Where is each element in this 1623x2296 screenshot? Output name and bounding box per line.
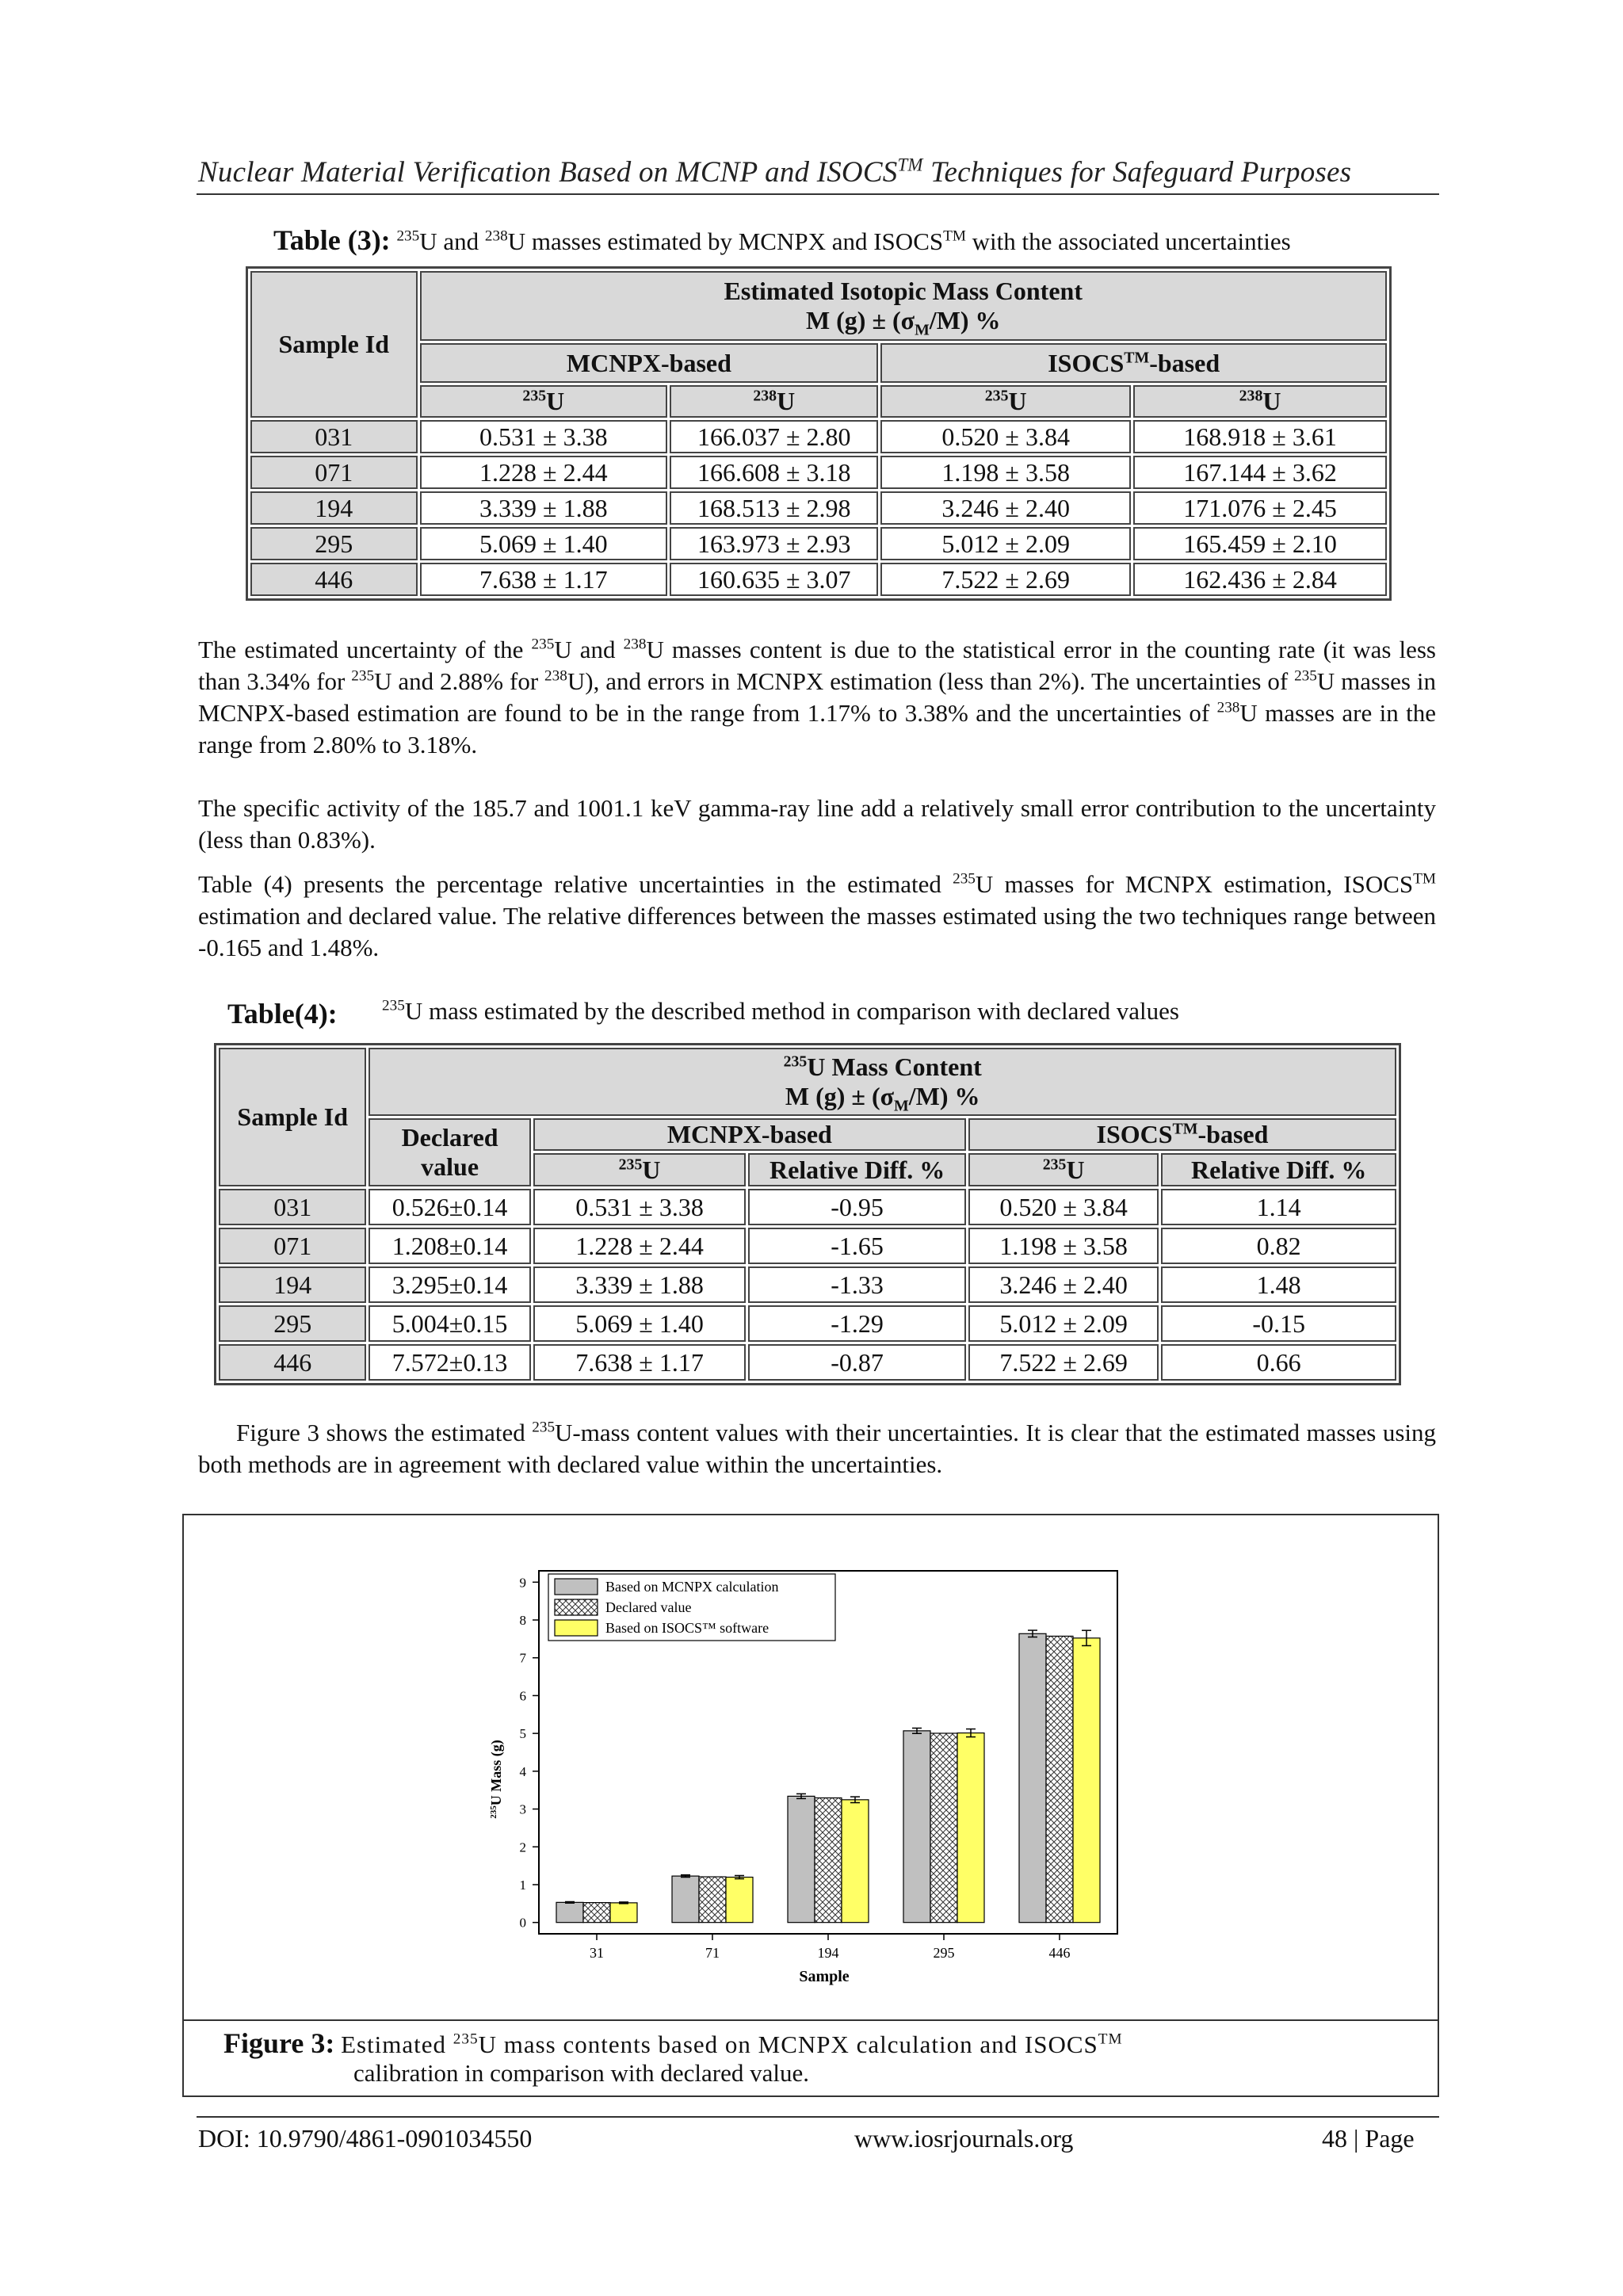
x-tick-label: 31 (590, 1945, 604, 1961)
legend-label: Based on MCNPX calculation (605, 1579, 779, 1595)
group-header: $^{235}$U Mass Content M $(g) \pm (\sigma_M/M)$ % (369, 1048, 1396, 1116)
running-header (198, 155, 1434, 189)
col-sample-id: Sample Id (250, 271, 418, 418)
legend-swatch (555, 1579, 598, 1595)
table-row: 071 1.208±0.14 1.228 ± 2.44 -1.65 1.198 ± 3.58 0.82 (219, 1228, 1396, 1264)
mcnpx-header: MCNPX-based (533, 1118, 966, 1151)
x-tick-label: 194 (817, 1945, 839, 1961)
figure-caption-line2: calibration in comparison with declared value. (353, 2059, 810, 2087)
bar-2-446 (1073, 1638, 1100, 1923)
iso-235-header: $^{235}$U (880, 385, 1131, 418)
iso-238-header: $^{238}$U (670, 385, 878, 418)
bar-1-71 (699, 1877, 726, 1923)
bar-1-194 (815, 1797, 842, 1922)
table3-caption: Table (3): $^{235}$U and $^{238}$U masses estimated by MCNPX and ISOCS™ with the associated uncertainties (273, 224, 1291, 256)
x-axis-label: Sample (799, 1968, 850, 1985)
bar-1-31 (583, 1903, 610, 1923)
y-tick-label: 5 (519, 1726, 526, 1742)
rel-diff-header: Relative Diff. % (748, 1153, 966, 1186)
table4-caption: $^{235}$U mass estimated by the described method in comparison with declared values (382, 997, 1179, 1025)
bar-0-71 (672, 1876, 699, 1923)
header-title: Nuclear Material Verification Based on MCNP and ISOCS (198, 156, 898, 189)
figure-caption-rule (182, 2019, 1438, 2021)
iso-235-header: $^{235}$U (968, 1153, 1159, 1186)
table-row: 031 0.526±0.14 0.531 ± 3.38 -0.95 0.520 ± 3.84 1.14 (219, 1189, 1396, 1225)
figure-caption: Figure 3: Estimated $^{235}$U mass contents based on MCNPX calculation and ISOCS™ (223, 2027, 1123, 2059)
mcnpx-header: MCNPX-based (420, 343, 879, 383)
y-tick-label: 8 (519, 1613, 526, 1629)
table-row: 295 5.069 ± 1.40 163.973 ± 2.93 5.012 ± 2.09 165.459 ± 2.10 (250, 527, 1387, 560)
y-tick-label: 0 (519, 1915, 526, 1931)
table4-label: Table(4): (227, 998, 338, 1030)
x-tick-label: 295 (933, 1945, 955, 1961)
y-tick-label: 1 (519, 1877, 526, 1893)
paragraph-table4-intro: Table (4) presents the percentage relative uncertainties in the estimated $^{235}$U masses for MCNPX estimation, ISOCS™ estimation and declared value. The relative differences between the masses estimated using the two techniques range between -0.165 and 1.48%. (198, 870, 1436, 961)
group-header: Estimated Isotopic Mass Content M $(g) \pm (\sigma_M/M)$ % (420, 271, 1388, 341)
figure-label: Figure 3: (223, 2027, 335, 2059)
table3 (246, 266, 1392, 601)
y-tick-label: 3 (519, 1801, 526, 1817)
y-tick-label: 2 (519, 1839, 526, 1855)
rel-diff-header: Relative Diff. % (1161, 1153, 1396, 1186)
iso-235-header: $^{235}$U (420, 385, 668, 418)
table-row: 295 5.004±0.15 5.069 ± 1.40 -1.29 5.012 ± 2.09 -0.15 (219, 1305, 1396, 1342)
legend-label: Based on ISOCS™ software (605, 1620, 769, 1636)
bar-0-295 (903, 1731, 930, 1923)
iso-238-header: $^{238}$U (1133, 385, 1387, 418)
y-tick-label: 7 (519, 1650, 526, 1666)
table-row: 446 7.572±0.13 7.638 ± 1.17 -0.87 7.522 ± 2.69 0.66 (219, 1344, 1396, 1381)
table-row: 446 7.638 ± 1.17 160.635 ± 3.07 7.522 ± 2.69 162.436 ± 2.84 (250, 563, 1387, 596)
y-tick-label: 9 (519, 1575, 526, 1591)
table-row: 031 0.531 ± 3.38 166.037 ± 2.80 0.520 ± 3.84 168.918 ± 3.61 (250, 420, 1387, 453)
bar-chart (468, 1553, 1133, 1997)
bar-0-194 (788, 1796, 815, 1922)
bar-1-295 (930, 1733, 957, 1923)
table3-label: Table (3): (273, 224, 391, 256)
legend-swatch (555, 1620, 598, 1636)
footer-doi: DOI: 10.9790/4861-0901034550 (198, 2124, 533, 2153)
bar-1-446 (1046, 1636, 1073, 1922)
bar-2-31 (610, 1903, 637, 1923)
y-tick-label: 6 (519, 1688, 526, 1704)
header-tm: TM (897, 155, 923, 175)
paragraph-figure-intro: Figure 3 shows the estimated $^{235}$U-mass content values with their uncertainties. It is clear that the estimated masses using both methods are in agreement with declared value within the uncertainties. (198, 1419, 1436, 1478)
x-tick-label: 446 (1048, 1945, 1071, 1961)
isocs-header: ISOCS™-based (968, 1118, 1396, 1151)
bar-0-31 (556, 1902, 583, 1922)
footer-website[interactable]: www.iosrjournals.org (854, 2124, 1074, 2153)
x-tick-label: 71 (705, 1945, 720, 1961)
y-tick-label: 4 (519, 1763, 526, 1779)
isocs-header: ISOCS™-based (880, 343, 1387, 383)
table-row: 071 1.228 ± 2.44 166.608 ± 3.18 1.198 ± 3.58 167.144 ± 3.62 (250, 456, 1387, 489)
footer-rule (197, 2116, 1439, 2118)
iso-235-header: $^{235}$U (533, 1153, 747, 1186)
paragraph-specific-activity: The specific activity of the 185.7 and 1001.1 keV gamma-ray line add a relatively small error contribution to the uncertainty (less than 0.83%). (198, 794, 1436, 854)
table4 (214, 1043, 1401, 1385)
table-row: 194 3.339 ± 1.88 168.513 ± 2.98 3.246 ± 2.40 171.076 ± 2.45 (250, 491, 1387, 525)
table-row: 194 3.295±0.14 3.339 ± 1.88 -1.33 3.246 ± 2.40 1.48 (219, 1266, 1396, 1303)
bar-2-194 (842, 1800, 869, 1923)
legend-label: Declared value (605, 1599, 692, 1615)
header-title-rest: Techniques for Safeguard Purposes (922, 156, 1352, 189)
paragraph-uncertainty: The estimated uncertainty of the $^{235}$U and $^{238}$U masses content is due to the statistical error in the counting rate (it was less than 3.34% for $^{235}$U and 2.88% for $^{238}$U), and errors in MCNPX estimation (less than 2%). The uncertainties of $^{235}$U masses in MCNPX-based estimation are found to be in the range from 1.17% to 3.38% and the uncertainties of $^{238}$U masses are in the range from 2.80% to 3.18%. (198, 636, 1436, 758)
bar-2-295 (957, 1733, 984, 1923)
header-rule (197, 193, 1439, 195)
bar-2-71 (726, 1878, 753, 1923)
declared-header: Declared value (369, 1118, 530, 1186)
col-sample-id: Sample Id (219, 1048, 366, 1186)
bar-0-446 (1019, 1633, 1046, 1922)
footer-page-number: 48 | Page (1322, 2124, 1415, 2153)
y-axis-label: $^{235}$U Mass (g) (488, 1740, 504, 1819)
legend-swatch (555, 1599, 598, 1615)
